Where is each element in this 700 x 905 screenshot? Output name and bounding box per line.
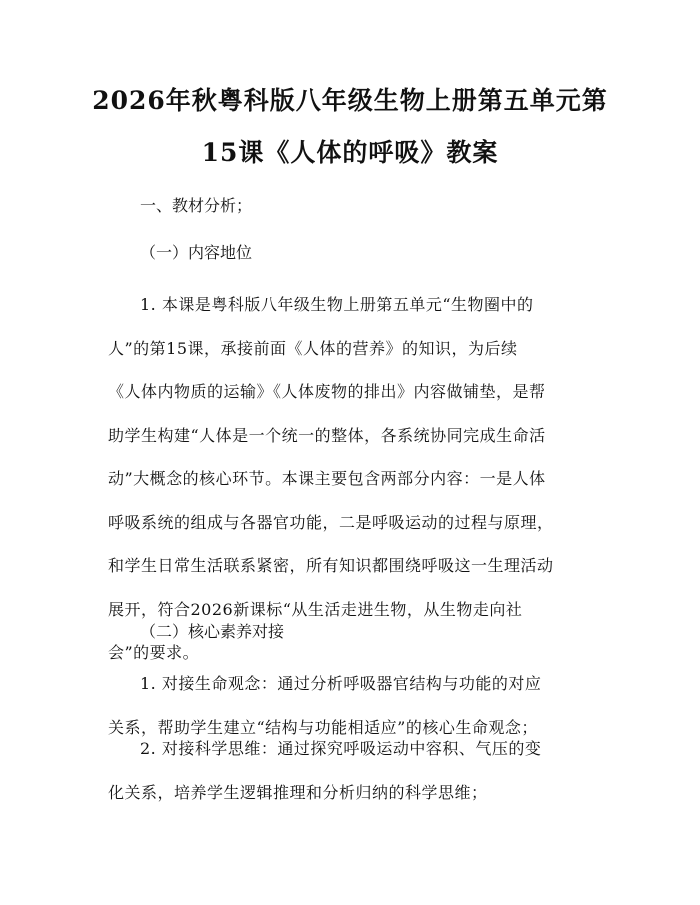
- paragraph-content-position: [108, 283, 603, 675]
- subsection-heading-core-literacy: （二）核心素养对接: [140, 622, 285, 641]
- paragraph-line: 助学生构建“人体是一个统一的整体，各系统协同完成生命活: [108, 425, 546, 445]
- paragraph-line: 呼吸系统的组成与各器官功能，二是呼吸运动的过程与原理，: [108, 512, 554, 532]
- paragraph-line: 化关系，培养学生逻辑推理和分析归纳的科学思维；: [108, 782, 488, 802]
- document-title-line-1: 2026年秋粤科版八年级生物上册第五单元第: [92, 86, 608, 115]
- paragraph-scientific-thinking: [108, 727, 603, 814]
- paragraph-line: 动”大概念的核心环节。本课主要包含两部分内容：一是人体: [108, 469, 546, 488]
- paragraph-line: 1. 本课是粤科版八年级生物上册第五单元“生物圈中的: [140, 295, 534, 314]
- paragraph-line: 1. 对接生命观念：通过分析呼吸器官结构与功能的对应: [140, 674, 542, 693]
- paragraph-line: 展开，符合2026新课标“从生活走进生物，从生物走向社: [108, 599, 523, 619]
- subsection-heading-content-position: （一）内容地位: [140, 243, 253, 262]
- paragraph-line: 关系，帮助学生建立“结构与功能相适应”的核心生命观念；: [108, 717, 538, 737]
- paragraph-line: 《人体内物质的运输》《人体废物的排出》内容做铺垫，是帮: [108, 382, 546, 401]
- paragraph-line: 人”的第15课，承接前面《人体的营养》的知识，为后续: [108, 338, 518, 358]
- paragraph-line: 2. 对接科学思维：通过探究呼吸运动中容积、气压的变: [140, 739, 542, 758]
- paragraph-line: 和学生日常生活联系紧密，所有知识都围绕呼吸这一生理活动: [108, 556, 554, 575]
- section-heading-teaching-material-analysis: 一、教材分析；: [140, 196, 253, 215]
- document-title-line-2: 15课《人体的呼吸》教案: [201, 138, 499, 167]
- paragraph-line: 会”的要求。: [108, 643, 200, 662]
